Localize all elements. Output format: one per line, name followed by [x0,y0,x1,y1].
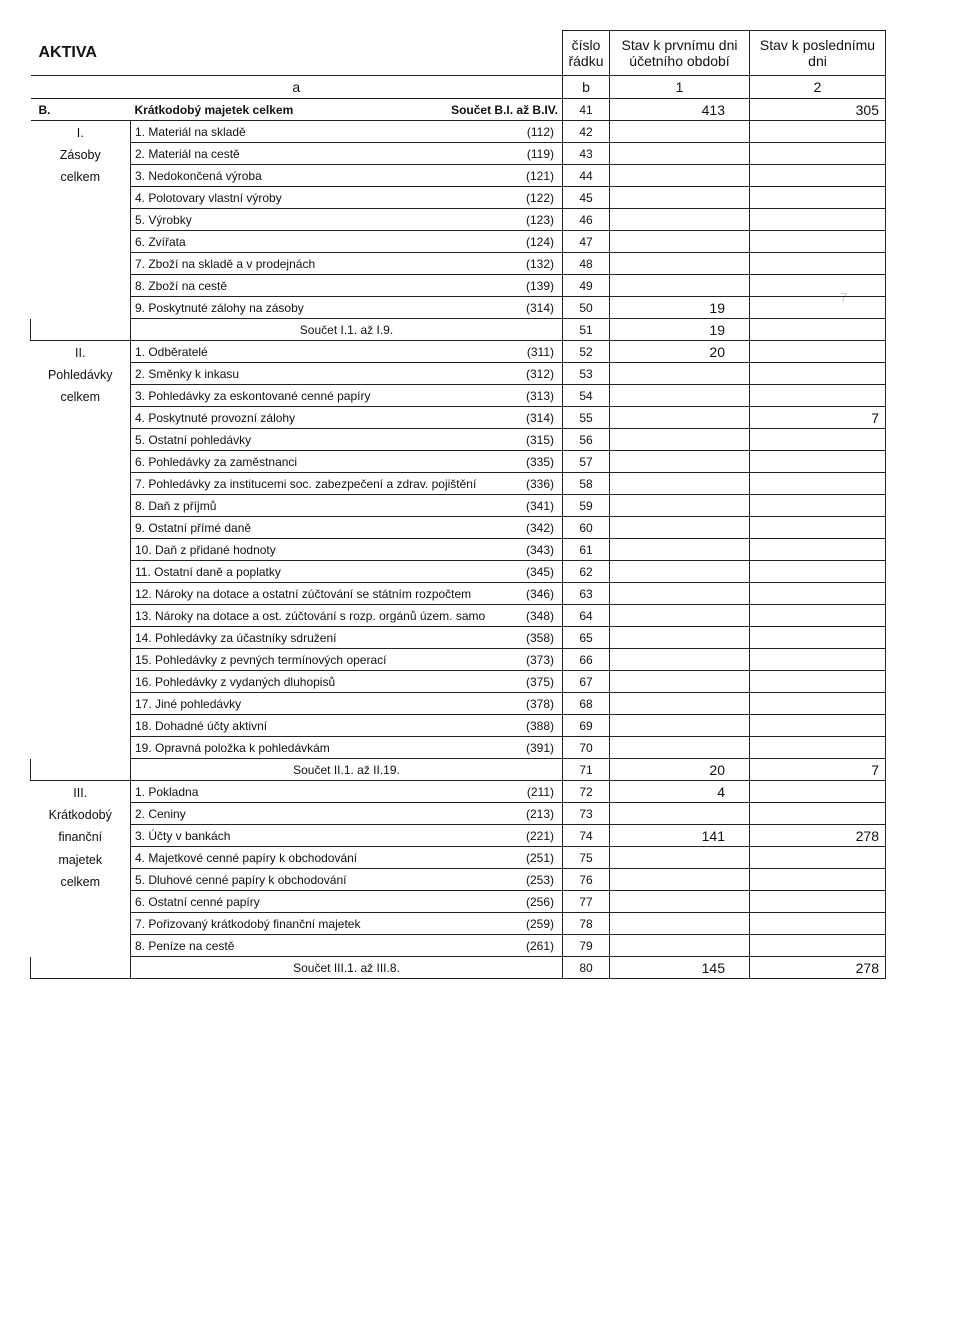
row-number: 44 [563,165,610,187]
balance-sheet-assets-table [30,30,886,979]
subtotal-spacer [31,319,131,341]
row-label: 12. Nároky na dotace a ostatní zúčtování se státním rozpočtem [131,583,413,605]
value-first [610,693,750,715]
value-first [610,473,750,495]
value-last: 7 [750,759,886,781]
row-number: 47 [563,231,610,253]
table-row [31,649,886,671]
value-last [750,891,886,913]
row-label: 17. Jiné pohledávky [131,693,413,715]
account-code: (343) [413,539,563,561]
value-first [610,231,750,253]
table-row [31,473,886,495]
row-number: 67 [563,671,610,693]
value-first: 413 [610,99,750,121]
value-first [610,275,750,297]
section-label-line: III. [73,786,88,800]
row-number: 78 [563,913,610,935]
section-label [31,121,131,319]
value-last [750,693,886,715]
row-label: 4. Polotovary vlastní výroby [131,187,413,209]
row-label: 19. Opravná položka k pohledávkám [131,737,413,759]
account-code: (358) [413,627,563,649]
row-label: 10. Daň z přidané hodnoty [131,539,413,561]
section-label [31,781,131,957]
value-first [610,363,750,385]
account-code: (391) [413,737,563,759]
row-label: 2. Ceniny [131,803,413,825]
col-header-first: Stav k prvnímu dni účetního období [610,31,750,76]
account-code: (313) [413,385,563,407]
row-label: 9. Poskytnuté zálohy na zásoby [131,297,413,319]
row-label: 16. Pohledávky z vydaných dluhopisů [131,671,413,693]
account-code: (342) [413,517,563,539]
account-code: (312) [413,363,563,385]
value-first [610,209,750,231]
value-last [750,935,886,957]
row-label: 18. Dohadné účty aktivní [131,715,413,737]
row-label: 5. Ostatní pohledávky [131,429,413,451]
value-first [610,583,750,605]
value-first [610,143,750,165]
value-last: 7 [750,407,886,429]
table-row [31,847,886,869]
table-row [31,297,886,319]
row-number: 62 [563,561,610,583]
row-number: 72 [563,781,610,803]
value-first [610,253,750,275]
row-label: 6. Ostatní cenné papíry [131,891,413,913]
row-number: 59 [563,495,610,517]
account-code: (123) [413,209,563,231]
table-row [31,231,886,253]
section-b-label: Krátkodobý majetek celkem [131,99,413,121]
value-last [750,649,886,671]
row-number: 71 [563,759,610,781]
table-row [31,891,886,913]
account-code: (315) [413,429,563,451]
row-label: 5. Výrobky [131,209,413,231]
subheader-a: a [31,76,563,99]
account-code: (259) [413,913,563,935]
account-code: (373) [413,649,563,671]
value-last [750,495,886,517]
table-row [31,209,886,231]
table-row [31,429,886,451]
account-code: (341) [413,495,563,517]
row-number: 42 [563,121,610,143]
account-code: (375) [413,671,563,693]
row-label: 1. Odběratelé [131,341,413,363]
header-row [31,31,886,76]
section-label-line: I. [76,126,84,140]
row-label: 7. Pohledávky za institucemi soc. zabezpečení a zdrav. pojištění [131,473,413,495]
section-label-line: II. [75,346,86,360]
account-code: (251) [413,847,563,869]
value-last [750,803,886,825]
section-label-line: celkem [60,874,101,889]
row-number: 76 [563,869,610,891]
table-row [31,693,886,715]
row-number: 77 [563,891,610,913]
value-first [610,627,750,649]
row-label: 3. Nedokončená výroba [131,165,413,187]
table-row [31,253,886,275]
table-row [31,495,886,517]
row-label: 7. Zboží na skladě a v prodejnách [131,253,413,275]
row-label: 7. Pořizovaný krátkodobý finanční majetek [131,913,413,935]
row-number: 53 [563,363,610,385]
row-number: 50 [563,297,610,319]
row-label: 2. Materiál na cestě [131,143,413,165]
row-number: 68 [563,693,610,715]
row-number: 49 [563,275,610,297]
value-last [750,297,886,319]
value-first [610,605,750,627]
subheader-1: 1 [610,76,750,99]
account-code: (314) [413,407,563,429]
subtotal-spacer [31,957,131,979]
account-code: (346) [413,583,563,605]
value-last [750,781,886,803]
value-last [750,517,886,539]
value-first [610,407,750,429]
value-last [750,473,886,495]
table-row [31,143,886,165]
account-code: (119) [413,143,563,165]
account-code: (345) [413,561,563,583]
value-last [750,451,886,473]
account-code: (335) [413,451,563,473]
subtotal-row [31,957,886,979]
subtotal-spacer [31,759,131,781]
section-label-line: Pohledávky [47,368,113,383]
value-first: 145 [610,957,750,979]
value-last [750,275,886,297]
value-last [750,869,886,891]
table-row [31,869,886,891]
table-row [31,781,886,803]
table-row [31,737,886,759]
table-row [31,803,886,825]
value-last [750,209,886,231]
section-label-line: celkem [60,390,101,405]
row-number: 61 [563,539,610,561]
account-code: (213) [413,803,563,825]
row-label: 3. Účty v bankách [131,825,413,847]
account-code: (256) [413,891,563,913]
row-number: 51 [563,319,610,341]
table-row [31,583,886,605]
table-row [31,825,886,847]
value-first [610,869,750,891]
value-last [750,561,886,583]
value-last: 278 [750,957,886,979]
value-last [750,165,886,187]
value-first [610,935,750,957]
row-label: 4. Majetkové cenné papíry k obchodování [131,847,413,869]
value-first: 4 [610,781,750,803]
value-first [610,121,750,143]
row-number: 52 [563,341,610,363]
account-code: (388) [413,715,563,737]
value-first [610,187,750,209]
row-number: 80 [563,957,610,979]
col-header-last: Stav k poslednímu dni [750,31,886,76]
col-header-row-number: číslo řádku [563,31,610,76]
subheader-b: b [563,76,610,99]
subheader-row [31,76,886,99]
table-row [31,605,886,627]
row-label: 1. Pokladna [131,781,413,803]
row-number: 54 [563,385,610,407]
table-row [31,407,886,429]
account-code: (378) [413,693,563,715]
row-label: 8. Zboží na cestě [131,275,413,297]
value-last [750,429,886,451]
table-row [31,671,886,693]
value-first [610,165,750,187]
row-number: 48 [563,253,610,275]
value-last [750,143,886,165]
table-row [31,187,886,209]
account-code: (124) [413,231,563,253]
value-first: 20 [610,341,750,363]
subtotal-row [31,759,886,781]
value-last: 278 [750,825,886,847]
table-row [31,451,886,473]
value-last [750,253,886,275]
table-row [31,341,886,363]
row-number: 69 [563,715,610,737]
value-first [610,649,750,671]
row-number: 41 [563,99,610,121]
value-last [750,363,886,385]
value-last [750,671,886,693]
row-number: 60 [563,517,610,539]
account-code: (112) [413,121,563,143]
row-number: 70 [563,737,610,759]
value-first [610,715,750,737]
value-last [750,539,886,561]
value-first [610,517,750,539]
value-last: 305 [750,99,886,121]
account-code: (122) [413,187,563,209]
value-last [750,187,886,209]
row-number: 57 [563,451,610,473]
row-label: 5. Dluhové cenné papíry k obchodování [131,869,413,891]
value-last [750,605,886,627]
row-number: 56 [563,429,610,451]
account-code: (314) [413,297,563,319]
row-label: 13. Nároky na dotace a ost. zúčtování s rozp. orgánů územ. samo [131,605,413,627]
subtotal-label: Součet I.1. až I.9. [131,319,563,341]
row-label: 6. Pohledávky za zaměstnanci [131,451,413,473]
section-label-line: celkem [60,170,101,185]
value-first: 19 [610,297,750,319]
account-code: (139) [413,275,563,297]
value-first [610,385,750,407]
value-last [750,715,886,737]
table-row [31,539,886,561]
row-number: 55 [563,407,610,429]
bleed-through-text: 7 [840,290,848,305]
section-label-line: Zásoby [59,148,101,163]
row-label: 11. Ostatní daně a poplatky [131,561,413,583]
table-row [31,715,886,737]
account-code: (311) [413,341,563,363]
page-title: AKTIVA [38,43,97,61]
total-row-b [31,99,886,121]
row-label: 4. Poskytnuté provozní zálohy [131,407,413,429]
section-label [31,341,131,759]
subtotal-row [31,319,886,341]
row-number: 58 [563,473,610,495]
row-number: 43 [563,143,610,165]
value-first [610,891,750,913]
table-row [31,913,886,935]
row-label: 8. Daň z příjmů [131,495,413,517]
value-first: 141 [610,825,750,847]
subheader-2: 2 [750,76,886,99]
value-first [610,451,750,473]
row-number: 79 [563,935,610,957]
table-row [31,385,886,407]
account-code: (221) [413,825,563,847]
table-row [31,561,886,583]
value-first [610,671,750,693]
row-label: 15. Pohledávky z pevných termínových operací [131,649,413,671]
value-last [750,385,886,407]
section-b-sum: Součet B.I. až B.IV. [413,99,563,121]
row-label: 14. Pohledávky za účastníky sdružení [131,627,413,649]
value-last [750,341,886,363]
row-label: 9. Ostatní přímé daně [131,517,413,539]
row-number: 64 [563,605,610,627]
table-row [31,517,886,539]
row-number: 73 [563,803,610,825]
account-code: (132) [413,253,563,275]
account-code: (121) [413,165,563,187]
value-last [750,121,886,143]
value-last [750,913,886,935]
value-first [610,803,750,825]
value-last [750,627,886,649]
section-label-line: finanční [58,830,103,845]
row-label: 2. Směnky k inkasu [131,363,413,385]
account-code: (336) [413,473,563,495]
table-row [31,165,886,187]
row-label: 8. Peníze na cestě [131,935,413,957]
row-label: 1. Materiál na skladě [131,121,413,143]
table-row [31,121,886,143]
value-first [610,561,750,583]
table-row [31,627,886,649]
account-code: (211) [413,781,563,803]
row-number: 75 [563,847,610,869]
section-label-line: Krátkodobý [48,808,112,823]
row-number: 63 [563,583,610,605]
section-b-code: B. [31,99,131,121]
section-label-line: majetek [58,852,103,867]
row-label: 3. Pohledávky za eskontované cenné papíry [131,385,413,407]
account-code: (348) [413,605,563,627]
value-first: 20 [610,759,750,781]
account-code: (253) [413,869,563,891]
value-first: 19 [610,319,750,341]
value-first [610,429,750,451]
row-number: 45 [563,187,610,209]
subtotal-label: Součet II.1. až II.19. [131,759,563,781]
table-row [31,935,886,957]
account-code: (261) [413,935,563,957]
row-label: 6. Zvířata [131,231,413,253]
value-last [750,847,886,869]
table-row [31,363,886,385]
row-number: 66 [563,649,610,671]
row-number: 74 [563,825,610,847]
value-last [750,231,886,253]
value-first [610,495,750,517]
table-row [31,275,886,297]
value-last [750,319,886,341]
row-number: 46 [563,209,610,231]
value-first [610,737,750,759]
subtotal-label: Součet III.1. až III.8. [131,957,563,979]
value-first [610,847,750,869]
value-first [610,539,750,561]
row-number: 65 [563,627,610,649]
value-first [610,913,750,935]
value-last [750,583,886,605]
value-last [750,737,886,759]
